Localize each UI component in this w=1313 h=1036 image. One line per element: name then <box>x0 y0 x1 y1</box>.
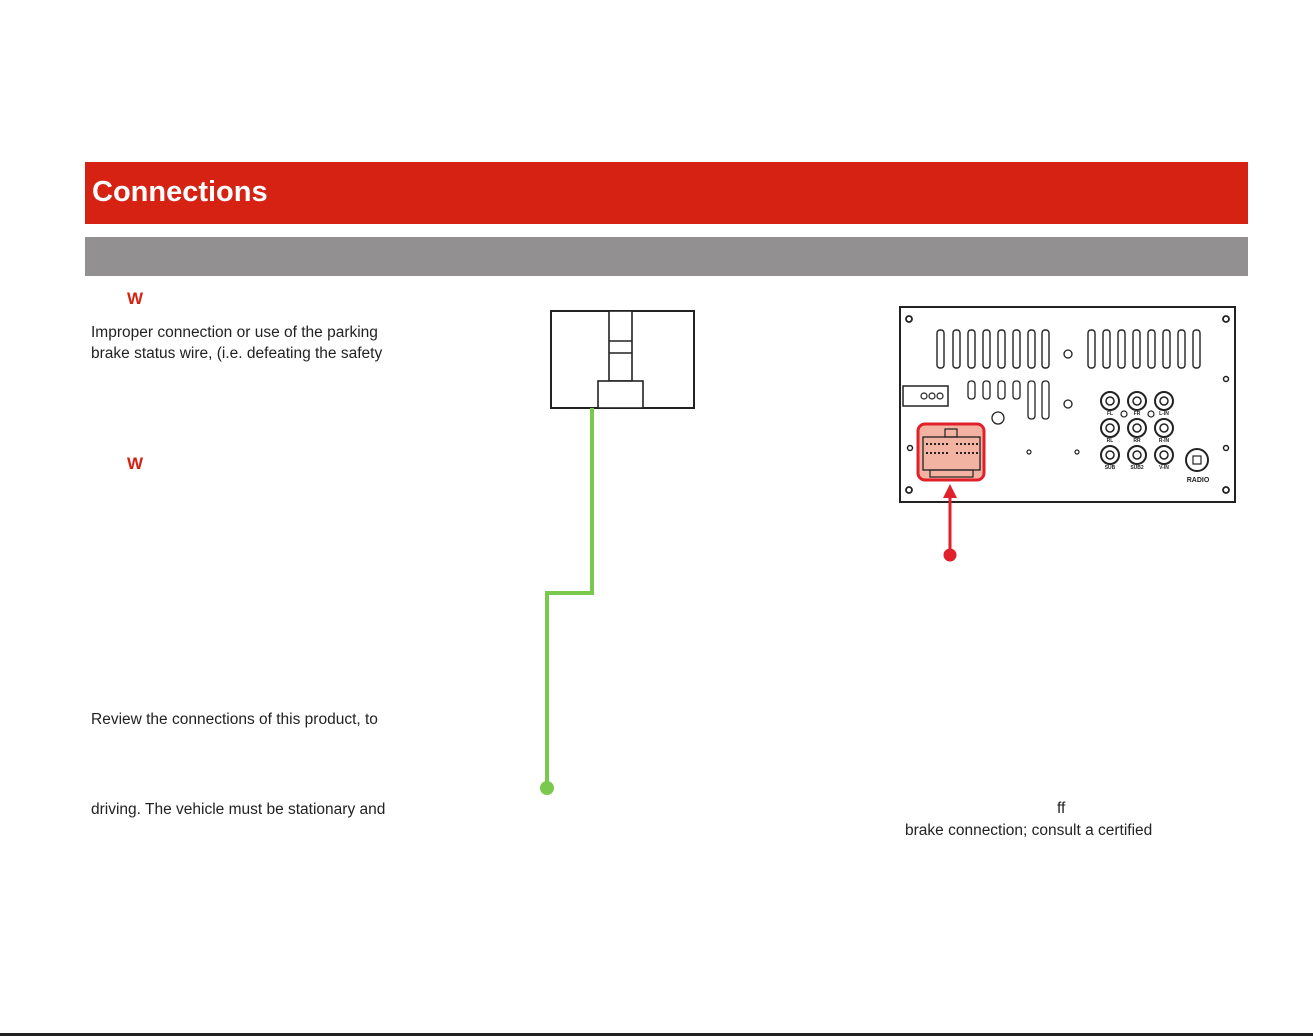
svg-text:FL: FL <box>1106 411 1114 417</box>
svg-text:SUB2: SUB2 <box>1130 465 1144 471</box>
pointer-arrow <box>943 484 957 562</box>
svg-text:RADIO: RADIO <box>1186 477 1210 484</box>
head-unit-rear-panel <box>900 307 1235 502</box>
warning-text-line-2: brake status wire, (i.e. defeating the safety <box>91 345 383 362</box>
wire-end-dot-icon <box>540 781 554 795</box>
page-title: Connections <box>92 176 268 208</box>
svg-text:L-IN: L-IN <box>1159 411 1169 417</box>
right-fragment-2: brake connection; consult a certified <box>905 822 1153 839</box>
svg-text:RR: RR <box>1133 438 1141 444</box>
harness-wire <box>547 408 592 788</box>
svg-text:R-IN: R-IN <box>1158 438 1170 444</box>
svg-text:V-IN: V-IN <box>1159 465 1169 471</box>
svg-text:SUB: SUB <box>1104 465 1116 471</box>
paragraph-1: Review the connections of this product, to <box>91 711 378 728</box>
main-harness-connector <box>918 424 984 480</box>
brake-switch-icon <box>551 311 694 408</box>
svg-text:RL: RL <box>1106 438 1114 444</box>
svg-text:FR: FR <box>1133 411 1141 417</box>
warning-label-2: W <box>127 454 144 473</box>
pointer-dot-icon <box>944 549 957 562</box>
warning-text-line-1: Improper connection or use of the parking <box>91 324 378 341</box>
right-fragment-1: ff <box>1057 800 1066 817</box>
paragraph-2: driving. The vehicle must be stationary and <box>91 801 386 818</box>
warning-label-1: W <box>127 289 144 308</box>
